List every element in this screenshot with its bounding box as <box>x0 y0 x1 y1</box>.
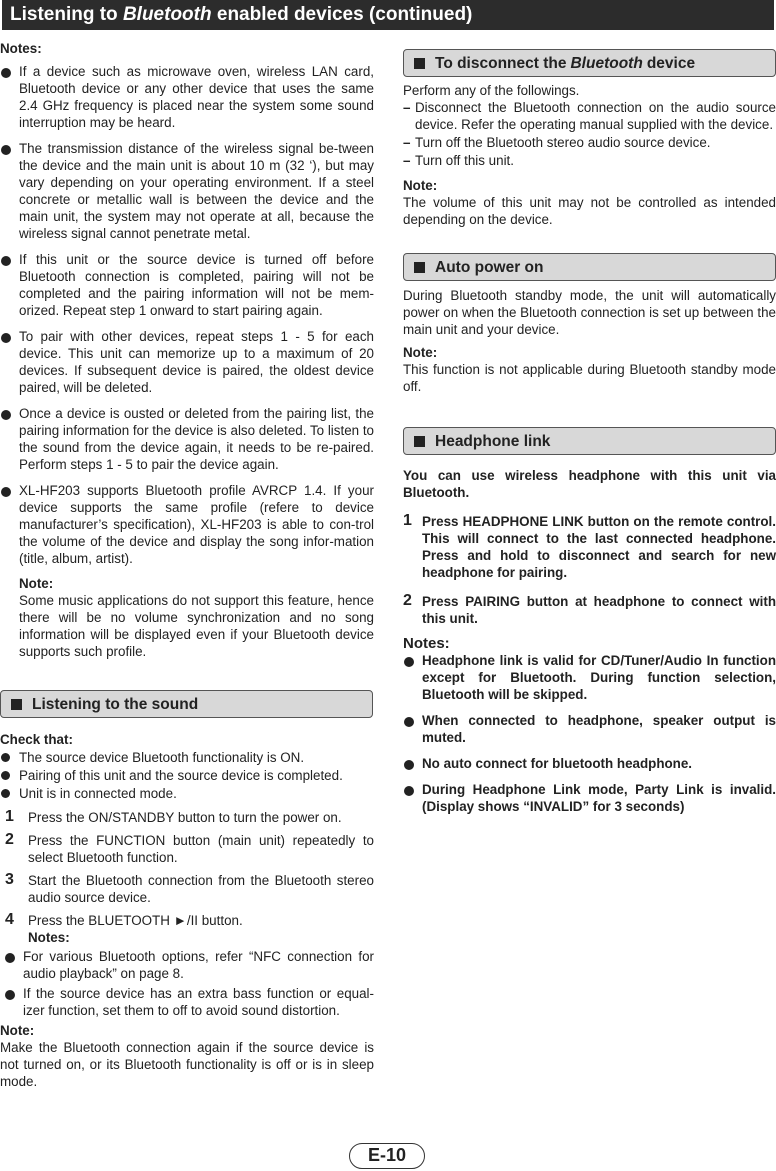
check-item: Pairing of this unit and the source device is completed. <box>0 767 374 784</box>
disconnect-item: – Disconnect the Bluetooth connection on the audio source device. Refer the operating manual supplied with the device. <box>403 99 776 133</box>
headphone-note-item: When connected to headphone, speaker output is muted. <box>403 712 776 746</box>
note-item: To pair with other devices, repeat steps 1 - 5 for each device. This unit can memorize up to a maximum of 20 devices. If subsequent device is paired, the oldest device paired, will be deleted. <box>0 328 374 396</box>
section-listening <box>0 690 373 718</box>
step-number: 2 <box>5 831 14 848</box>
section-headphone <box>403 427 776 455</box>
step-text: Press PAIRING button at headphone to connect with this unit. <box>422 594 776 626</box>
square-bullet-icon <box>414 262 425 273</box>
note-item <box>0 482 374 567</box>
auto-note-title: Note: <box>403 345 438 360</box>
headphone-note-item: Headphone link is valid for CD/Tuner/Audio In function except for Bluetooth. During function selection, Bluetooth will be skipped. <box>403 652 776 703</box>
auto-note-text: This function is not applicable during Bluetooth standby mode off. <box>403 362 776 394</box>
left-column <box>0 40 374 1090</box>
check-list <box>0 749 374 802</box>
page-title-pre: Listening to <box>10 4 123 25</box>
avrcp-note <box>0 575 374 660</box>
note-item: If a device such as microwave oven, wireless LAN card, Bluetooth device or any other device that uses the same 2.4 GHz frequency is placed near the system some sound interruption may be heard. <box>0 63 374 131</box>
listening-steps <box>0 809 374 929</box>
section-listening-title: Listening to the sound <box>32 695 199 713</box>
disconnect-item: – Turn off the Bluetooth stereo audio source device. <box>403 134 776 151</box>
steps-note-item: If the source device has an extra bass function or equal-izer function, set them to off to avoid sound distortion. <box>4 985 374 1019</box>
disconnect-note-text: The volume of this unit may not be controlled as intended depending on the device. <box>403 195 776 227</box>
section-disconnect <box>403 49 776 77</box>
headphone-note-item: No auto connect for bluetooth headphone. <box>403 755 776 772</box>
steps-note-item: For various Bluetooth options, refer “NFC connection for audio playback” on page 8. <box>4 948 374 982</box>
right-column <box>403 49 776 824</box>
step-number: 2 <box>403 592 412 609</box>
page-title-post: enabled devices (continued) <box>211 4 473 25</box>
disconnect-note-title: Note: <box>403 178 438 193</box>
headphone-notes-list <box>403 652 776 815</box>
notes-list <box>0 63 374 567</box>
step-item <box>0 832 374 866</box>
headphone-note-item: During Headphone Link mode, Party Link is invalid. (Display shows “INVALID” for 3 seconds) <box>403 781 776 815</box>
avrcp-note-title: Note: <box>19 576 54 591</box>
square-bullet-icon <box>414 58 425 69</box>
step-item <box>0 809 374 826</box>
headphone-step-item <box>403 593 776 627</box>
check-item: The source device Bluetooth functionality is ON. <box>0 749 374 766</box>
page-title-italic: Bluetooth <box>122 4 212 25</box>
note-item: The transmission distance of the wireless signal be-tween the device and the main unit is about 10 m (32 ‘), but may vary depending on your operating environment. If a steel concrete or metallic wall is between the device and the main unit, the system may not operate at all, because the wireless signal cannot penetrate metal. <box>0 140 374 242</box>
final-note-text: Make the Bluetooth connection again if the source device is not turned on, or its Bluetooth functionality is off or is in sleep mode. <box>0 1040 374 1089</box>
note-item: If this unit or the source device is turned off before Bluetooth connection is completed, pairing will not be completed and the pairing information will not be mem-orized. Repeat step 1 onward to start pairing again. <box>0 251 374 319</box>
headphone-intro: You can use wireless headphone with this unit via Bluetooth. <box>403 468 776 500</box>
step-number: 3 <box>5 871 14 888</box>
disconnect-item: – Turn off this unit. <box>403 152 776 169</box>
step-item <box>0 912 374 929</box>
step-text: Press the FUNCTION button (main unit) repeatedly to select Bluetooth function. <box>28 833 374 865</box>
section-headphone-title: Headphone link <box>435 432 551 450</box>
headphone-notes-title: Notes: <box>403 635 450 652</box>
disconnect-list <box>403 99 776 169</box>
square-bullet-icon <box>414 436 425 447</box>
step-item <box>0 872 374 906</box>
page-number: E-10 <box>349 1143 425 1169</box>
notes-title: Notes: <box>0 41 42 56</box>
square-bullet-icon <box>11 699 22 710</box>
note-item-text: XL-HF203 supports Bluetooth profile AVRCP 1.4. If your device supports the same profile (refere to device manufacturer’s specification), XL-HF203 is able to con-trol the volume of the device and display the song infor-mation (title, album, artist). <box>19 483 374 566</box>
note-item: Once a device is ousted or deleted from the pairing list, the pairing information for the device is also deleted. To listen to the sound from the device again, it needs to be re-paired. Perform steps 1 - 5 to pair the device again. <box>0 405 374 473</box>
step-number: 1 <box>403 512 412 529</box>
steps-notes-list <box>0 948 374 1019</box>
page-header <box>2 0 774 30</box>
step-number: 1 <box>5 808 14 825</box>
section-disconnect-title-pre: To disconnect the <box>435 54 567 72</box>
step-number: 4 <box>5 911 14 928</box>
section-disconnect-title-post: device <box>646 54 696 72</box>
avrcp-note-text: Some music applications do not support this feature, hence there will be no volume synchronization and no song information will be displayed even if your Bluetooth device supports such profile. <box>19 593 374 659</box>
step-text: Start the Bluetooth connection from the Bluetooth stereo audio source device. <box>28 873 374 905</box>
check-item: Unit is in connected mode. <box>0 785 374 802</box>
section-auto-power <box>403 253 776 281</box>
steps-notes-title: Notes: <box>28 930 70 945</box>
disconnect-intro: Perform any of the followings. <box>403 83 580 98</box>
headphone-steps <box>403 513 776 627</box>
step-text: Press the BLUETOOTH ►/II button. <box>28 913 243 928</box>
final-note-title: Note: <box>0 1023 35 1038</box>
auto-power-text: During Bluetooth standby mode, the unit will automatically power on when the Bluetooth connection is set up between the main unit and your device. <box>403 288 776 337</box>
section-disconnect-title-italic: Bluetooth <box>570 54 643 72</box>
step-text: Press HEADPHONE LINK button on the remote control. This will connect to the last connected headphone. Press and hold to disconnect and search for new headphone for pairing. <box>422 514 776 580</box>
section-auto-power-title: Auto power on <box>435 258 544 276</box>
check-title: Check that: <box>0 732 73 747</box>
headphone-step-item <box>403 513 776 581</box>
step-text: Press the ON/STANDBY button to turn the power on. <box>28 810 342 825</box>
